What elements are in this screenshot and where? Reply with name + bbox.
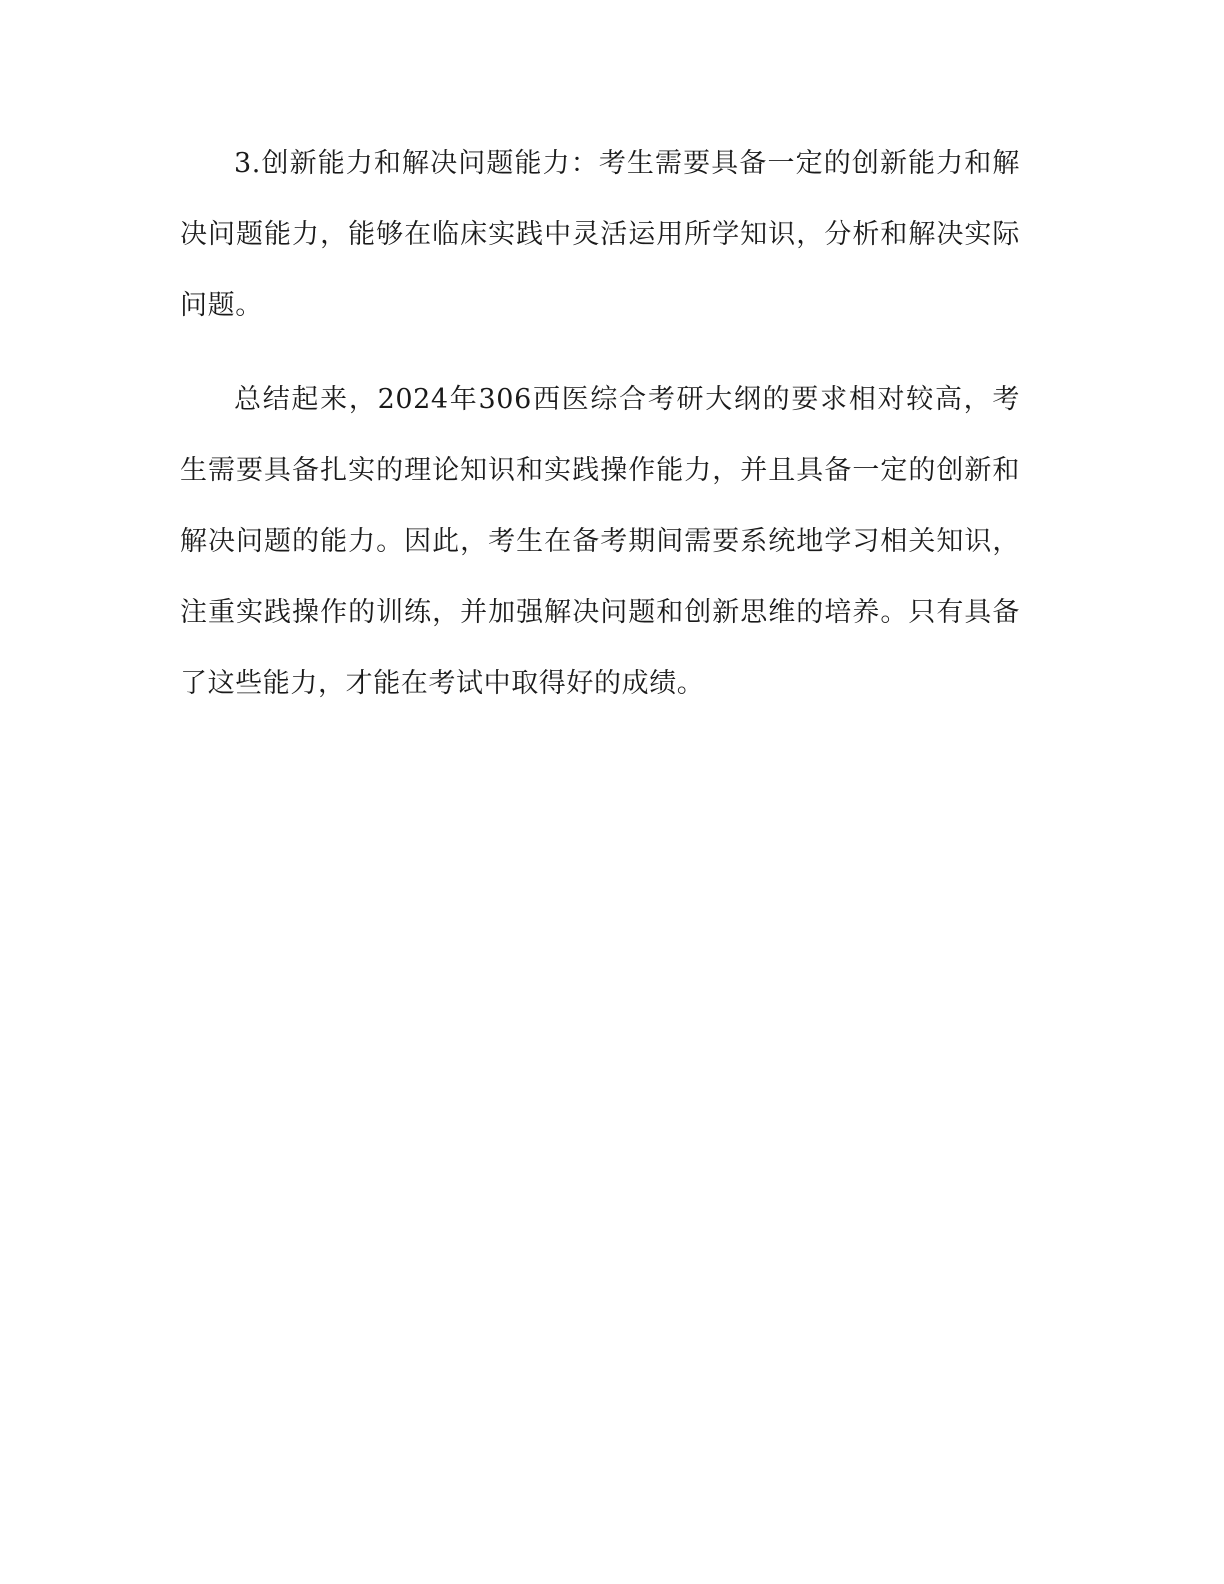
- paragraph-summary: 总结起来，2024年306西医综合考研大纲的要求相对较高，考生需要具备扎实的理论知识和实践操作能力，并且具备一定的创新和解决问题的能力。因此，考生在备考期间需要系统地学习相关知识，注重实践操作的训练，并加强解决问题和创新思维的培养。只有具备了这些能力，才能在考试中取得好的成绩。: [180, 384, 1020, 699]
- document-body: [180, 128, 1020, 742]
- paragraph-innovation-ability: 3.创新能力和解决问题能力：考生需要具备一定的创新能力和解决问题能力，能够在临床实践中灵活运用所学知识，分析和解决实际问题。: [180, 148, 1020, 321]
